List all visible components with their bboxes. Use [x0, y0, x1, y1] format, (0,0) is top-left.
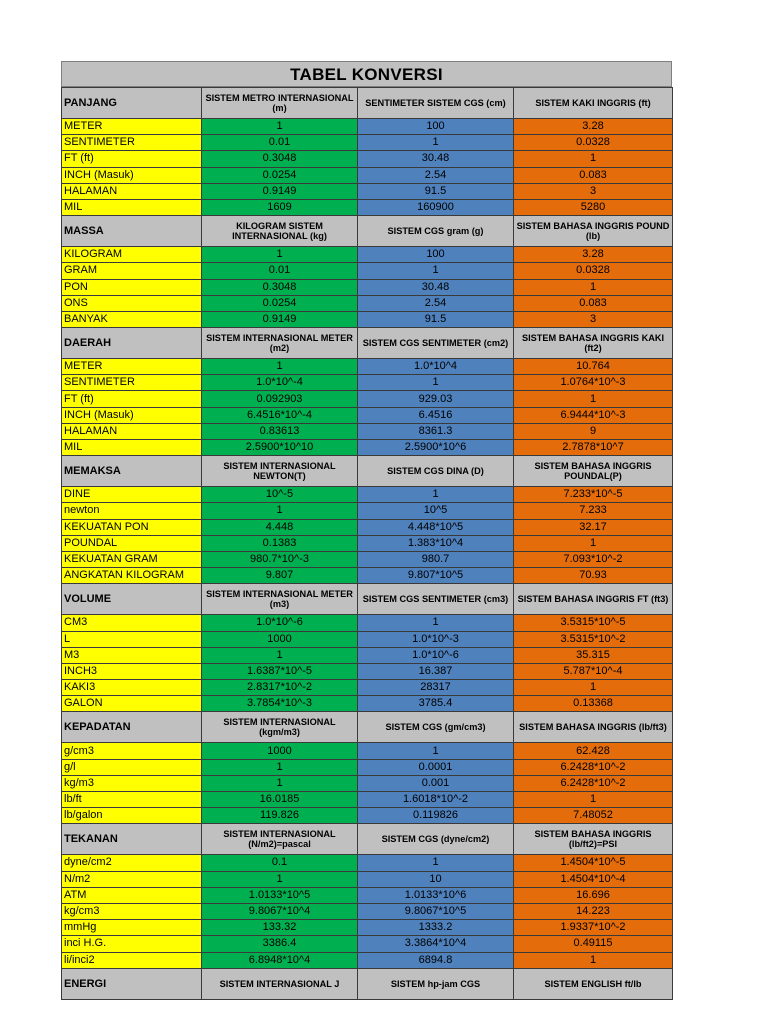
- row-label: ATM: [62, 887, 202, 903]
- section-name: ENERGI: [62, 968, 202, 999]
- section-name: DAERAH: [62, 328, 202, 359]
- si-value: 0.3048: [202, 151, 358, 167]
- cgs-value: 0.119826: [358, 808, 514, 824]
- table-row: [62, 743, 673, 759]
- english-value: 3.28: [514, 247, 673, 263]
- row-label: lb/galon: [62, 808, 202, 824]
- english-value: 7.233: [514, 503, 673, 519]
- column-header: SISTEM KAKI INGGRIS (ft): [514, 88, 673, 119]
- column-header: SISTEM INTERNASIONAL NEWTON(T): [202, 456, 358, 487]
- table-row: [62, 568, 673, 584]
- section-header-energi: [62, 968, 673, 999]
- si-value: 2.5900*10^10: [202, 440, 358, 456]
- english-value: 1: [514, 279, 673, 295]
- english-value: 16.696: [514, 887, 673, 903]
- column-header: SENTIMETER SISTEM CGS (cm): [358, 88, 514, 119]
- section-header-tekanan: [62, 824, 673, 855]
- table-row: [62, 663, 673, 679]
- cgs-value: 1: [358, 743, 514, 759]
- cgs-value: 16.387: [358, 663, 514, 679]
- row-label: MIL: [62, 440, 202, 456]
- english-value: 1.4504*10^-5: [514, 855, 673, 871]
- table-row: [62, 871, 673, 887]
- si-value: 0.1383: [202, 535, 358, 551]
- conversion-sheet: [61, 61, 672, 1000]
- column-header: SISTEM BAHASA INGGRIS KAKI (ft2): [514, 328, 673, 359]
- row-label: M3: [62, 647, 202, 663]
- english-value: 1.0764*10^-3: [514, 375, 673, 391]
- row-label: SENTIMETER: [62, 135, 202, 151]
- row-label: KAKI3: [62, 680, 202, 696]
- si-value: 1: [202, 759, 358, 775]
- english-value: 5280: [514, 199, 673, 215]
- si-value: 6.4516*10^-4: [202, 407, 358, 423]
- row-label: mmHg: [62, 920, 202, 936]
- si-value: 1.0*10^-6: [202, 615, 358, 631]
- cgs-value: 1.0*10^-6: [358, 647, 514, 663]
- english-value: 0.083: [514, 295, 673, 311]
- table-row: [62, 855, 673, 871]
- row-label: kg/cm3: [62, 903, 202, 919]
- cgs-value: 1: [358, 263, 514, 279]
- section-header-memaksa: [62, 456, 673, 487]
- section-header-panjang: [62, 88, 673, 119]
- si-value: 9.8067*10^4: [202, 903, 358, 919]
- column-header: SISTEM CGS (dyne/cm2): [358, 824, 514, 855]
- row-label: FT (ft): [62, 391, 202, 407]
- si-value: 1: [202, 247, 358, 263]
- cgs-value: 3785.4: [358, 696, 514, 712]
- table-row: [62, 551, 673, 567]
- english-value: 1: [514, 792, 673, 808]
- row-label: METER: [62, 119, 202, 135]
- table-row: [62, 936, 673, 952]
- row-label: KILOGRAM: [62, 247, 202, 263]
- column-header: SISTEM INTERNASIONAL METER (m2): [202, 328, 358, 359]
- page-title: TABEL KONVERSI: [61, 61, 672, 87]
- cgs-value: 1.0*10^-3: [358, 631, 514, 647]
- si-value: 1.6387*10^-5: [202, 663, 358, 679]
- cgs-value: 10^5: [358, 503, 514, 519]
- cgs-value: 2.54: [358, 167, 514, 183]
- table-row: [62, 295, 673, 311]
- cgs-value: 2.54: [358, 295, 514, 311]
- english-value: 2.7878*10^7: [514, 440, 673, 456]
- table-row: [62, 279, 673, 295]
- cgs-value: 980.7: [358, 551, 514, 567]
- column-header: SISTEM CGS (gm/cm3): [358, 712, 514, 743]
- table-row: [62, 440, 673, 456]
- row-label: MIL: [62, 199, 202, 215]
- table-row: [62, 263, 673, 279]
- cgs-value: 1.0*10^4: [358, 359, 514, 375]
- table-row: [62, 487, 673, 503]
- cgs-value: 1: [358, 135, 514, 151]
- table-row: [62, 808, 673, 824]
- english-value: 1: [514, 535, 673, 551]
- row-label: INCH (Masuk): [62, 167, 202, 183]
- english-value: 7.093*10^-2: [514, 551, 673, 567]
- cgs-value: 100: [358, 119, 514, 135]
- table-row: [62, 535, 673, 551]
- row-label: BANYAK: [62, 311, 202, 327]
- english-value: 3.5315*10^-2: [514, 631, 673, 647]
- si-value: 3.7854*10^-3: [202, 696, 358, 712]
- column-header: SISTEM BAHASA INGGRIS FT (ft3): [514, 584, 673, 615]
- si-value: 0.1: [202, 855, 358, 871]
- row-label: g/l: [62, 759, 202, 775]
- english-value: 1.9337*10^-2: [514, 920, 673, 936]
- table-row: [62, 503, 673, 519]
- english-value: 35.315: [514, 647, 673, 663]
- row-label: PON: [62, 279, 202, 295]
- section-header-volume: [62, 584, 673, 615]
- english-value: 3.28: [514, 119, 673, 135]
- si-value: 0.0254: [202, 295, 358, 311]
- row-label: METER: [62, 359, 202, 375]
- cgs-value: 1: [358, 487, 514, 503]
- column-header: SISTEM INTERNASIONAL (kgm/m3): [202, 712, 358, 743]
- section-name: TEKANAN: [62, 824, 202, 855]
- row-label: inci H.G.: [62, 936, 202, 952]
- row-label: SENTIMETER: [62, 375, 202, 391]
- english-value: 0.0328: [514, 135, 673, 151]
- si-value: 10^-5: [202, 487, 358, 503]
- cgs-value: 100: [358, 247, 514, 263]
- column-header: SISTEM CGS SENTIMETER (cm3): [358, 584, 514, 615]
- si-value: 0.3048: [202, 279, 358, 295]
- english-value: 0.49115: [514, 936, 673, 952]
- section-name: MEMAKSA: [62, 456, 202, 487]
- table-row: [62, 952, 673, 968]
- table-row: [62, 183, 673, 199]
- si-value: 0.83613: [202, 423, 358, 439]
- si-value: 3386.4: [202, 936, 358, 952]
- cgs-value: 9.807*10^5: [358, 568, 514, 584]
- table-row: [62, 615, 673, 631]
- row-label: li/inci2: [62, 952, 202, 968]
- cgs-value: 8361.3: [358, 423, 514, 439]
- column-header: KILOGRAM SISTEM INTERNASIONAL (kg): [202, 216, 358, 247]
- english-value: 1: [514, 952, 673, 968]
- cgs-value: 1.0133*10^6: [358, 887, 514, 903]
- table-row: [62, 407, 673, 423]
- table-row: [62, 696, 673, 712]
- row-label: GALON: [62, 696, 202, 712]
- cgs-value: 1: [358, 615, 514, 631]
- table-row: [62, 359, 673, 375]
- table-row: [62, 887, 673, 903]
- table-row: [62, 920, 673, 936]
- table-row: [62, 631, 673, 647]
- column-header: SISTEM CGS gram (g): [358, 216, 514, 247]
- english-value: 62.428: [514, 743, 673, 759]
- table-row: [62, 423, 673, 439]
- section-name: VOLUME: [62, 584, 202, 615]
- row-label: HALAMAN: [62, 423, 202, 439]
- english-value: 5.787*10^-4: [514, 663, 673, 679]
- english-value: 1: [514, 151, 673, 167]
- english-value: 0.0328: [514, 263, 673, 279]
- column-header: SISTEM hp-jam CGS: [358, 968, 514, 999]
- table-row: [62, 647, 673, 663]
- si-value: 1: [202, 503, 358, 519]
- english-value: 1: [514, 680, 673, 696]
- column-header: SISTEM ENGLISH ft/lb: [514, 968, 673, 999]
- si-value: 6.8948*10^4: [202, 952, 358, 968]
- row-label: HALAMAN: [62, 183, 202, 199]
- column-header: SISTEM METRO INTERNASIONAL (m): [202, 88, 358, 119]
- si-value: 1000: [202, 631, 358, 647]
- row-label: FT (ft): [62, 151, 202, 167]
- english-value: 3: [514, 311, 673, 327]
- si-value: 1: [202, 359, 358, 375]
- cgs-value: 929.03: [358, 391, 514, 407]
- row-label: N/m2: [62, 871, 202, 887]
- table-row: [62, 792, 673, 808]
- row-label: ANGKATAN KILOGRAM: [62, 568, 202, 584]
- column-header: SISTEM INTERNASIONAL (N/m2)=pascal: [202, 824, 358, 855]
- table-row: [62, 759, 673, 775]
- section-header-kepadatan: [62, 712, 673, 743]
- si-value: 1609: [202, 199, 358, 215]
- table-row: [62, 519, 673, 535]
- cgs-value: 30.48: [358, 279, 514, 295]
- cgs-value: 91.5: [358, 311, 514, 327]
- english-value: 3: [514, 183, 673, 199]
- cgs-value: 1.6018*10^-2: [358, 792, 514, 808]
- si-value: 0.0254: [202, 167, 358, 183]
- english-value: 6.2428*10^-2: [514, 775, 673, 791]
- table-row: [62, 199, 673, 215]
- table-row: [62, 680, 673, 696]
- table-row: [62, 391, 673, 407]
- si-value: 2.8317*10^-2: [202, 680, 358, 696]
- english-value: 14.223: [514, 903, 673, 919]
- column-header: SISTEM BAHASA INGGRIS POUND (lb): [514, 216, 673, 247]
- column-header: SISTEM BAHASA INGGRIS POUNDAL(P): [514, 456, 673, 487]
- row-label: L: [62, 631, 202, 647]
- section-name: KEPADATAN: [62, 712, 202, 743]
- column-header: SISTEM CGS SENTIMETER (cm2): [358, 328, 514, 359]
- row-label: newton: [62, 503, 202, 519]
- row-label: KEKUATAN PON: [62, 519, 202, 535]
- column-header: SISTEM CGS DINA (D): [358, 456, 514, 487]
- table-row: [62, 375, 673, 391]
- cgs-value: 1333.2: [358, 920, 514, 936]
- row-label: INCH3: [62, 663, 202, 679]
- cgs-value: 0.0001: [358, 759, 514, 775]
- section-name: MASSA: [62, 216, 202, 247]
- table-row: [62, 167, 673, 183]
- si-value: 9.807: [202, 568, 358, 584]
- si-value: 4.448: [202, 519, 358, 535]
- row-label: lb/ft: [62, 792, 202, 808]
- cgs-value: 10: [358, 871, 514, 887]
- si-value: 1.0*10^-4: [202, 375, 358, 391]
- cgs-value: 28317: [358, 680, 514, 696]
- cgs-value: 6894.8: [358, 952, 514, 968]
- cgs-value: 2.5900*10^6: [358, 440, 514, 456]
- si-value: 133.32: [202, 920, 358, 936]
- english-value: 7.48052: [514, 808, 673, 824]
- cgs-value: 6.4516: [358, 407, 514, 423]
- si-value: 0.01: [202, 135, 358, 151]
- cgs-value: 3.3864*10^4: [358, 936, 514, 952]
- si-value: 0.9149: [202, 183, 358, 199]
- cgs-value: 4.448*10^5: [358, 519, 514, 535]
- si-value: 1.0133*10^5: [202, 887, 358, 903]
- cgs-value: 1.383*10^4: [358, 535, 514, 551]
- table-row: [62, 135, 673, 151]
- cgs-value: 30.48: [358, 151, 514, 167]
- english-value: 0.083: [514, 167, 673, 183]
- section-header-daerah: [62, 328, 673, 359]
- si-value: 0.9149: [202, 311, 358, 327]
- english-value: 70.93: [514, 568, 673, 584]
- english-value: 6.2428*10^-2: [514, 759, 673, 775]
- si-value: 0.01: [202, 263, 358, 279]
- english-value: 32.17: [514, 519, 673, 535]
- table-row: [62, 247, 673, 263]
- cgs-value: 160900: [358, 199, 514, 215]
- si-value: 1: [202, 775, 358, 791]
- table-row: [62, 903, 673, 919]
- row-label: ONS: [62, 295, 202, 311]
- row-label: g/cm3: [62, 743, 202, 759]
- row-label: CM3: [62, 615, 202, 631]
- english-value: 1.4504*10^-4: [514, 871, 673, 887]
- english-value: 10.764: [514, 359, 673, 375]
- cgs-value: 0.001: [358, 775, 514, 791]
- si-value: 1: [202, 871, 358, 887]
- conversion-table: [61, 87, 673, 1000]
- si-value: 16.0185: [202, 792, 358, 808]
- si-value: 0.092903: [202, 391, 358, 407]
- column-header: SISTEM INTERNASIONAL J: [202, 968, 358, 999]
- english-value: 6.9444*10^-3: [514, 407, 673, 423]
- si-value: 1: [202, 119, 358, 135]
- english-value: 9: [514, 423, 673, 439]
- row-label: GRAM: [62, 263, 202, 279]
- english-value: 7.233*10^-5: [514, 487, 673, 503]
- column-header: SISTEM BAHASA INGGRIS (lb/ft3): [514, 712, 673, 743]
- cgs-value: 1: [358, 375, 514, 391]
- row-label: KEKUATAN GRAM: [62, 551, 202, 567]
- row-label: INCH (Masuk): [62, 407, 202, 423]
- row-label: POUNDAL: [62, 535, 202, 551]
- cgs-value: 9.8067*10^5: [358, 903, 514, 919]
- english-value: 1: [514, 391, 673, 407]
- english-value: 0.13368: [514, 696, 673, 712]
- row-label: dyne/cm2: [62, 855, 202, 871]
- table-row: [62, 311, 673, 327]
- row-label: DINE: [62, 487, 202, 503]
- column-header: SISTEM INTERNASIONAL METER (m3): [202, 584, 358, 615]
- si-value: 119.826: [202, 808, 358, 824]
- english-value: 3.5315*10^-5: [514, 615, 673, 631]
- column-header: SISTEM BAHASA INGGRIS (lb/ft2)=PSI: [514, 824, 673, 855]
- row-label: kg/m3: [62, 775, 202, 791]
- si-value: 980.7*10^-3: [202, 551, 358, 567]
- table-row: [62, 151, 673, 167]
- si-value: 1000: [202, 743, 358, 759]
- section-header-massa: [62, 216, 673, 247]
- section-name: PANJANG: [62, 88, 202, 119]
- si-value: 1: [202, 647, 358, 663]
- cgs-value: 1: [358, 855, 514, 871]
- table-row: [62, 775, 673, 791]
- table-row: [62, 119, 673, 135]
- cgs-value: 91.5: [358, 183, 514, 199]
